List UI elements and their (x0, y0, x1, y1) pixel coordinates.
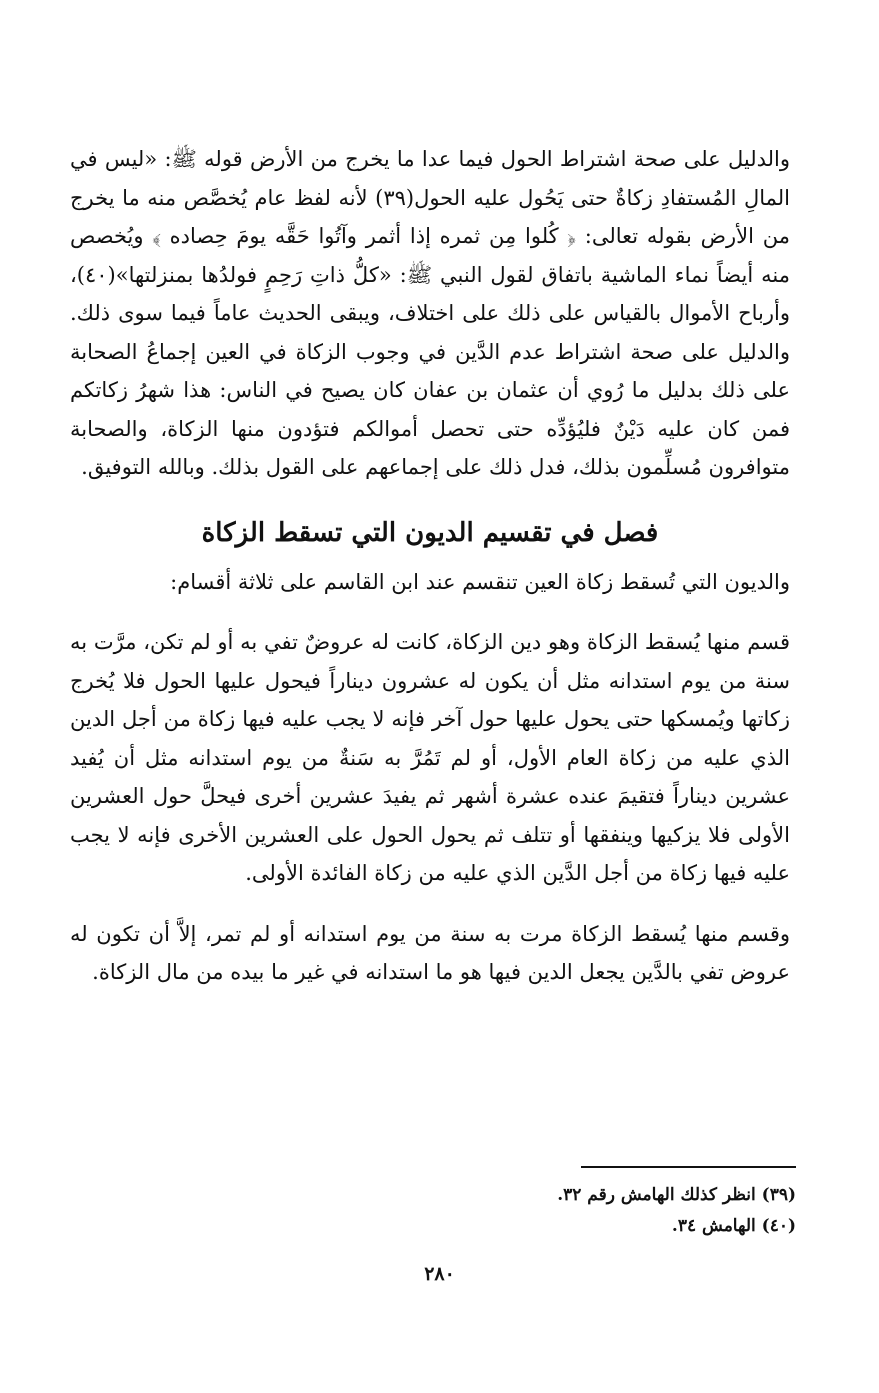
page-number: ٢٨٠ (424, 1263, 455, 1285)
paragraph-evidence: والدليل على صحة اشتراط الحول فيما عدا ما يخرج من الأرض قوله ﷺ: «ليس في المالِ المُستفادِ زكاةٌ حتى يَحُول عليه الحول(٣٩) لأنه لفظ عام يُخصَّص منه ما يخرج من الأرض بقوله تعالى: ﴿ كُلوا مِن ثمره إذا أثمر وآتُوا حَقَّه يومَ حِصاده ﴾ ويُخصص منه أيضاً نماء الماشية باتفاق لقول النبي ﷺ: «كلُّ ذاتِ رَحِمٍ فولدُها بمنزلتها»(٤٠)، وأرباح الأموال بالقياس على ذلك على اختلاف، ويبقى الحديث عاماً فيما سوى ذلك. والدليل على صحة اشتراط عدم الدَّين في وجوب الزكاة في العين إجماعُ الصحابة على ذلك بدليل ما رُوي أن عثمان بن عفان كان يصيح في الناس: هذا شهرُ زكاتكم فمن كان عليه دَيْنٌ فليُؤدِّه حتى تحصل أموالكم فتؤدون منها الزكاة، والصحابة متوافرون مُسلِّمون بذلك، فدل ذلك على إجماعهم على القول بذلك. وبالله التوفيق. (70, 147, 790, 479)
paragraph-first-category: قسم منها يُسقط الزكاة وهو دين الزكاة، كانت له عروضٌ تفي به أو لم تكن، مرَّت به سنة من يوم استدانه مثل أن يكون له عشرون ديناراً فيحول عليها الحول فلا يُخرج زكاتها ويُمسكها حتى يحول عليها حول آخر فإنه لا يجب عليه فيها زكاة من أجل الدين الذي عليه من زكاة العام الأول، أو لم تَمُرَّ به سَنةٌ من يوم استدانه مثل أن يُفيد عشرين ديناراً فتقيمَ عنده عشرة أشهر ثم يفيدَ عشرين أخرى فيحلَّ حول العشرين الأولى فلا يزكيها وينفقها أو تتلف ثم يحول الحول على العشرين الأخرى فإنه لا يجب عليه فيها زكاة من أجل الدَّين الذي عليه من زكاة الفائدة الأولى. (70, 630, 790, 885)
footnote-divider (581, 1166, 796, 1168)
footnote-39: (٣٩) انظر كذلك الهامش رقم ٣٢. (557, 1185, 796, 1205)
footnotes (76, 1180, 796, 1242)
section-heading: فصل في تقسيم الديون التي تسقط الزكاة (201, 517, 659, 548)
main-text (70, 140, 790, 992)
footnote-40: (٤٠) الهامش ٣٤. (671, 1216, 796, 1236)
paragraph-intro: والديون التي تُسقط زكاة العين تنقسم عند ابن القاسم على ثلاثة أقسام: (170, 569, 790, 594)
paragraph-second-category: وقسم منها يُسقط الزكاة مرت به سنة من يوم استدانه أو لم تمر، إلاَّ أن تكون له عروض تفي بالدَّين يجعل الدين فيها هو ما استدانه في غير ما بيده من مال الزكاة. (70, 921, 790, 984)
